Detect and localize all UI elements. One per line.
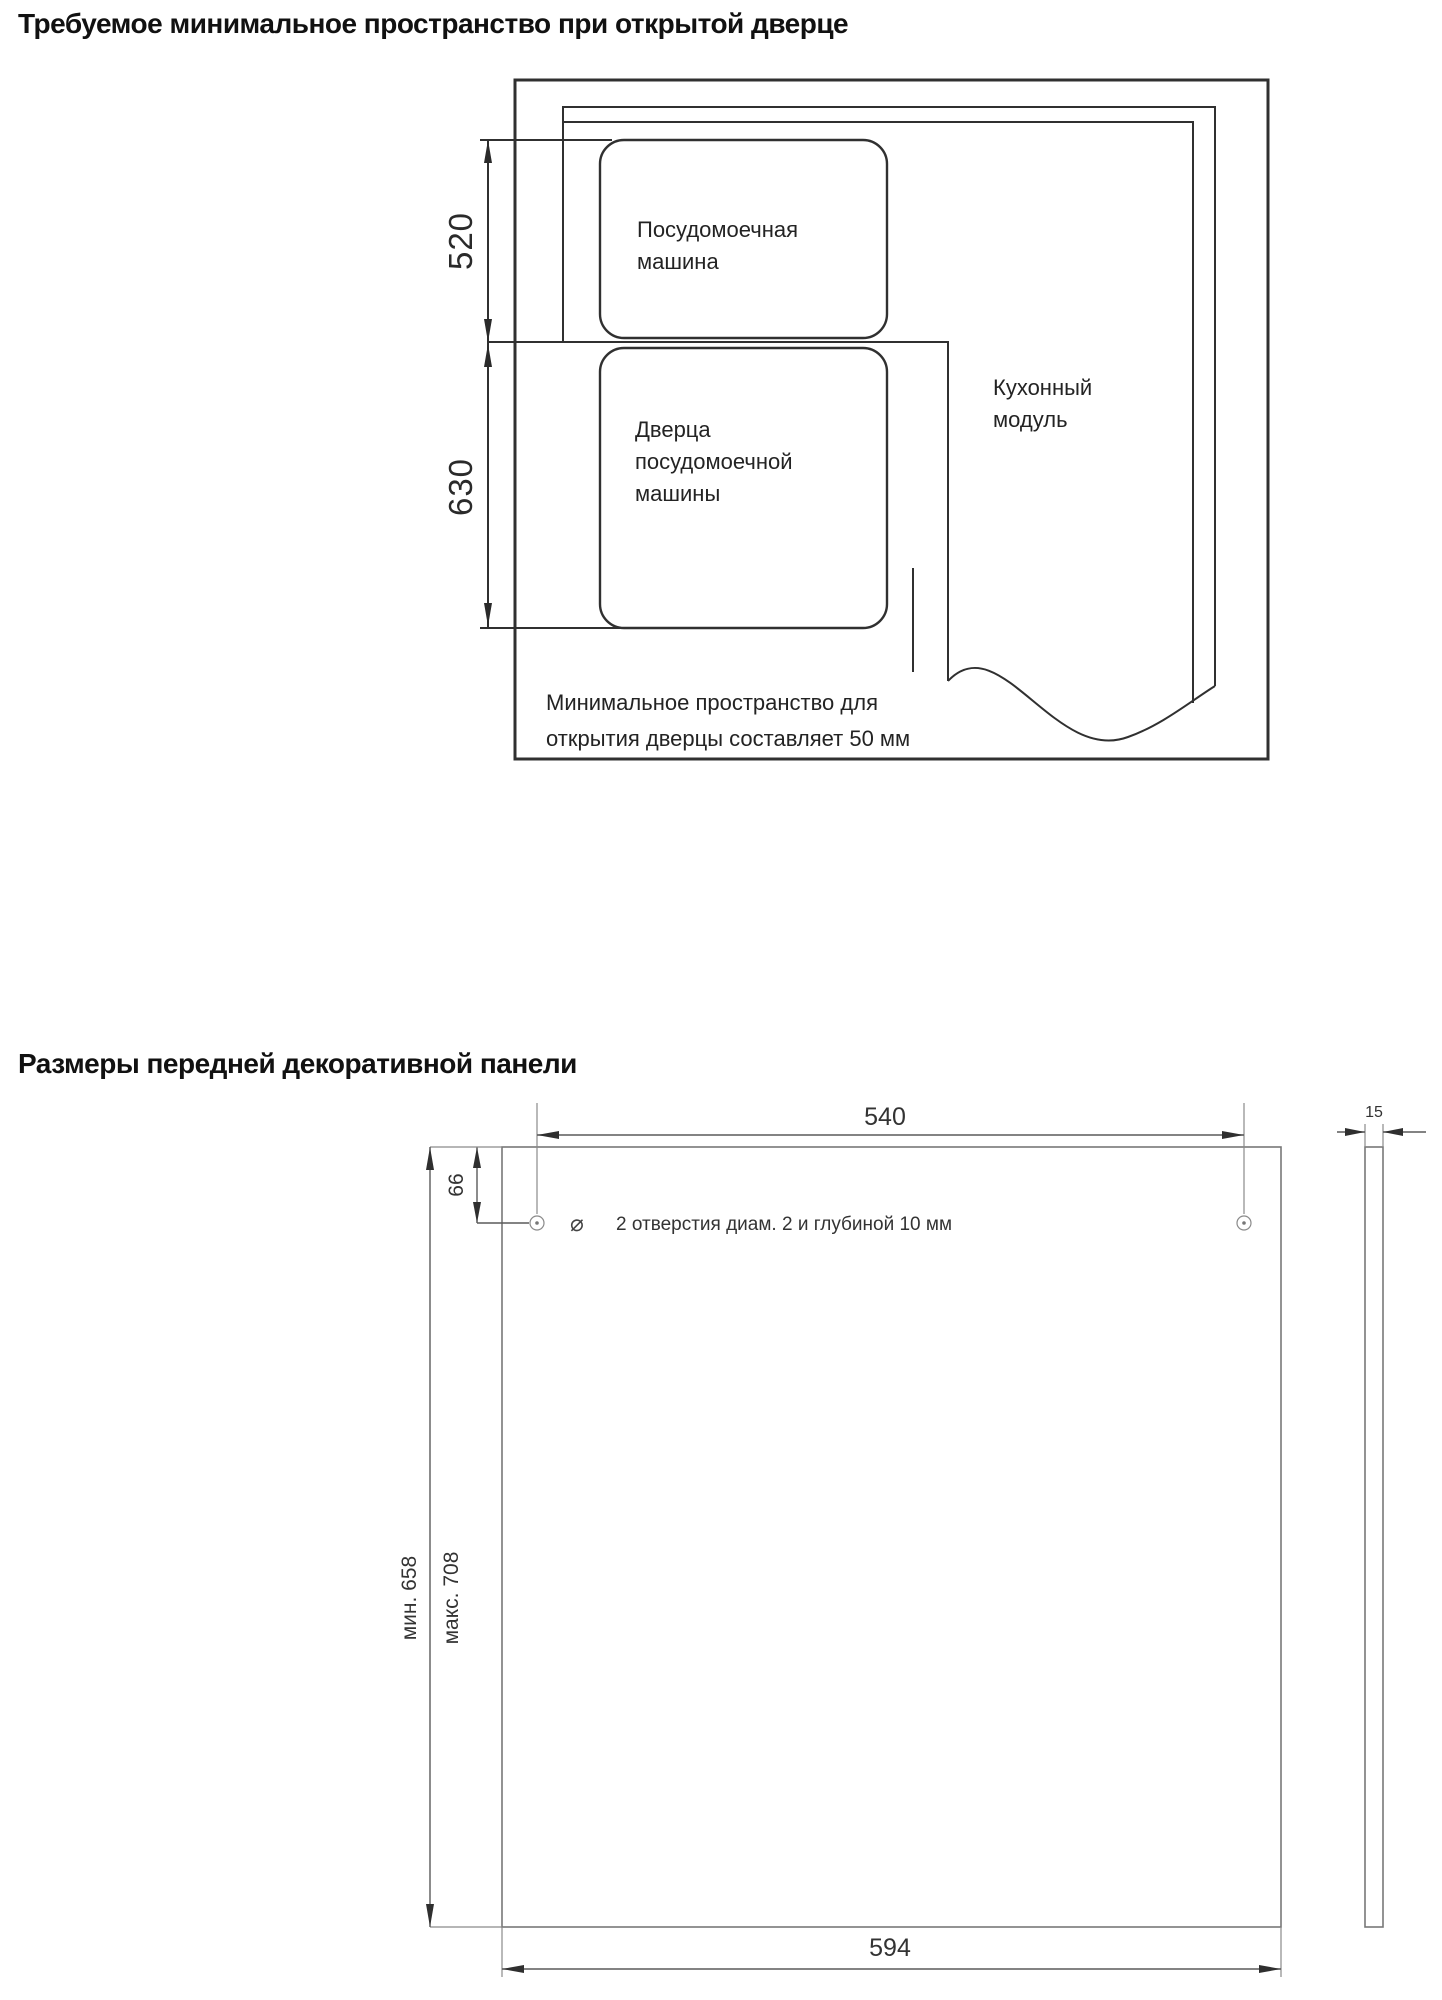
outer-outline xyxy=(515,80,1268,759)
module-label-line1: Кухонный xyxy=(993,375,1093,400)
dishwasher-label-line1: Посудомоечная xyxy=(637,217,799,242)
dim-540-label: 540 xyxy=(864,1103,906,1131)
dim-min-height-label: мин. 658 xyxy=(398,1555,421,1641)
hole-right xyxy=(1237,1216,1251,1230)
holes-note: 2 отверстия диам. 2 и глубиной 10 мм xyxy=(616,1214,953,1235)
dim-594-label: 594 xyxy=(869,1934,911,1962)
break-wave xyxy=(948,668,1215,741)
module-label-line2: модуль xyxy=(993,407,1068,432)
door-label-line3: машины xyxy=(635,481,721,506)
kitchen-module-outline xyxy=(563,107,1215,703)
dim-height xyxy=(398,1147,502,1927)
panel-front-view xyxy=(502,1147,1281,1927)
clearance-note-line1: Минимальное пространство для xyxy=(546,690,878,715)
door-label-line1: Дверца xyxy=(635,417,711,442)
clearance-boundary xyxy=(488,342,948,681)
dim-594 xyxy=(502,1927,1281,1977)
dim-520-label: 520 xyxy=(442,211,479,271)
dim-630-label: 630 xyxy=(442,457,479,517)
dim-540 xyxy=(537,1103,1244,1214)
dim-15-label: 15 xyxy=(1365,1104,1383,1121)
dim-520 xyxy=(442,140,612,342)
door-label-line2: посудомоечной xyxy=(635,449,793,474)
clearance-note-line2: открытия дверцы составляет 50 мм xyxy=(546,726,911,751)
panel-section-title: Размеры передней декоративной панели xyxy=(18,1048,577,1079)
diameter-icon: ⌀ xyxy=(570,1210,584,1236)
dim-66-label: 66 xyxy=(445,1173,468,1197)
dishwasher-label-line2: машина xyxy=(637,249,719,274)
clearance-section-title: Требуемое минимальное пространство при открытой дверце xyxy=(18,8,849,39)
dim-max-height-label: макс. 708 xyxy=(440,1551,463,1645)
panel-side-view xyxy=(1365,1147,1383,1927)
clearance-diagram xyxy=(0,0,1442,840)
hole-left xyxy=(530,1216,544,1230)
dim-15 xyxy=(1337,1104,1426,1147)
dim-66 xyxy=(445,1147,529,1223)
panel-diagram xyxy=(0,1080,1442,2000)
